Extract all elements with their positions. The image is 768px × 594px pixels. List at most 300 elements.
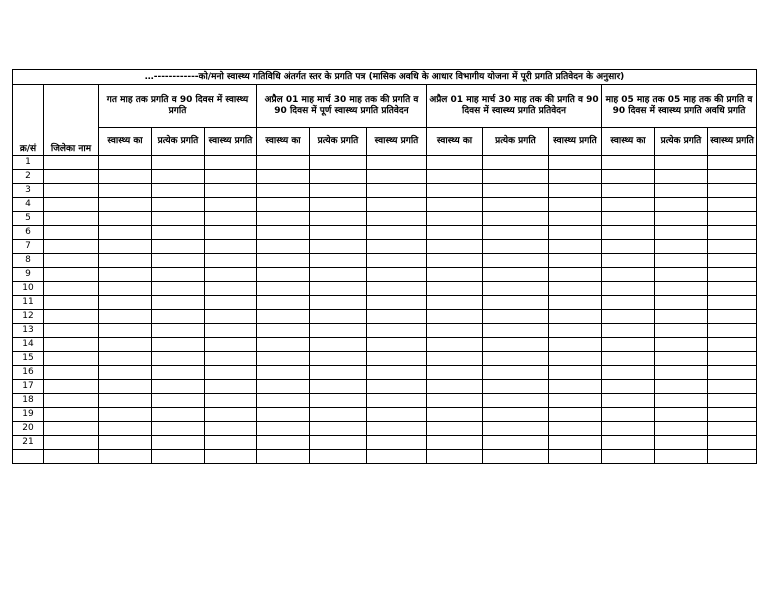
data-cell: [549, 254, 602, 268]
data-cell: [549, 380, 602, 394]
data-cell: [310, 324, 367, 338]
data-cell: [310, 254, 367, 268]
row-number: 1: [13, 156, 44, 170]
data-cell: [99, 338, 152, 352]
data-cell: [655, 324, 708, 338]
row-number: 7: [13, 240, 44, 254]
data-cell: [152, 324, 205, 338]
row-number: 8: [13, 254, 44, 268]
data-cell: [549, 366, 602, 380]
data-cell: [310, 366, 367, 380]
data-cell: [152, 170, 205, 184]
data-cell: [257, 296, 310, 310]
data-cell: [99, 226, 152, 240]
data-cell: [483, 226, 549, 240]
data-cell: [257, 366, 310, 380]
data-cell: [205, 198, 257, 212]
data-cell: [708, 296, 757, 310]
data-cell: [257, 338, 310, 352]
data-cell: [483, 268, 549, 282]
data-cell: [549, 338, 602, 352]
data-cell: [44, 240, 99, 254]
table-row: [13, 184, 757, 198]
serial-number-header: क्र/सं: [13, 85, 44, 156]
data-cell: [367, 436, 427, 450]
data-cell: [549, 394, 602, 408]
data-cell: [99, 422, 152, 436]
data-cell: [257, 212, 310, 226]
table-row: [13, 338, 757, 352]
data-cell: [44, 268, 99, 282]
table-row: [13, 352, 757, 366]
data-cell: [310, 436, 367, 450]
data-cell: [205, 226, 257, 240]
data-cell: [152, 310, 205, 324]
data-cell: [44, 198, 99, 212]
data-cell: [708, 198, 757, 212]
data-cell: [367, 198, 427, 212]
row-number: 15: [13, 352, 44, 366]
table-row: [13, 240, 757, 254]
table-row: [13, 450, 757, 464]
data-cell: [427, 366, 483, 380]
data-cell: [99, 380, 152, 394]
data-cell: [549, 352, 602, 366]
data-cell: [44, 436, 99, 450]
row-number: 14: [13, 338, 44, 352]
data-cell: [367, 254, 427, 268]
data-cell: [44, 184, 99, 198]
data-cell: [549, 282, 602, 296]
data-cell: [99, 296, 152, 310]
data-cell: [708, 268, 757, 282]
data-cell: [602, 156, 655, 170]
data-cell: [99, 450, 152, 464]
data-cell: [205, 212, 257, 226]
data-cell: [602, 366, 655, 380]
table-row: [13, 324, 757, 338]
data-cell: [549, 198, 602, 212]
group-header-4: माह 05 माह तक 05 माह तक की प्रगति व 90 दिवस में स्वास्थ्य प्रगति अवधि प्रगति: [602, 85, 757, 128]
sheet-title: …------------को/मनो स्वास्थ्य गतिविधि अंतर्गत स्तर के प्रगति पत्र (मासिक अवधि के आधार विभागीय योजना में पूरी प्रगति प्रतिवेदन के अनुसार): [13, 70, 757, 85]
data-cell: [549, 450, 602, 464]
data-cell: [205, 156, 257, 170]
data-cell: [205, 380, 257, 394]
row-number: 18: [13, 394, 44, 408]
data-cell: [152, 422, 205, 436]
data-cell: [655, 226, 708, 240]
data-cell: [257, 268, 310, 282]
data-cell: [367, 394, 427, 408]
table-row: [13, 282, 757, 296]
data-cell: [310, 450, 367, 464]
data-cell: [257, 352, 310, 366]
data-cell: [708, 380, 757, 394]
data-cell: [152, 184, 205, 198]
data-cell: [483, 338, 549, 352]
data-cell: [44, 170, 99, 184]
data-cell: [427, 380, 483, 394]
data-cell: [367, 296, 427, 310]
data-cell: [99, 324, 152, 338]
data-cell: [99, 240, 152, 254]
data-cell: [257, 282, 310, 296]
data-cell: [152, 394, 205, 408]
data-cell: [602, 296, 655, 310]
data-cell: [367, 338, 427, 352]
data-cell: [205, 352, 257, 366]
data-cell: [257, 310, 310, 324]
data-cell: [602, 212, 655, 226]
data-cell: [549, 422, 602, 436]
table-row: [13, 226, 757, 240]
data-cell: [99, 408, 152, 422]
data-cell: [367, 184, 427, 198]
data-cell: [310, 282, 367, 296]
data-cell: [483, 282, 549, 296]
data-cell: [427, 310, 483, 324]
data-cell: [367, 310, 427, 324]
data-cell: [99, 436, 152, 450]
data-cell: [152, 254, 205, 268]
data-cell: [483, 184, 549, 198]
sub-header: स्वास्थ्य प्रगति: [205, 128, 257, 156]
data-cell: [367, 282, 427, 296]
data-cell: [367, 352, 427, 366]
data-cell: [549, 156, 602, 170]
data-cell: [367, 422, 427, 436]
data-cell: [483, 198, 549, 212]
data-cell: [310, 170, 367, 184]
data-cell: [310, 422, 367, 436]
data-cell: [152, 226, 205, 240]
data-cell: [257, 408, 310, 422]
data-cell: [655, 282, 708, 296]
data-cell: [483, 380, 549, 394]
data-cell: [152, 198, 205, 212]
data-cell: [44, 380, 99, 394]
data-cell: [310, 338, 367, 352]
data-cell: [427, 268, 483, 282]
data-cell: [602, 324, 655, 338]
data-cell: [205, 282, 257, 296]
data-cell: [427, 352, 483, 366]
data-cell: [483, 422, 549, 436]
data-cell: [483, 450, 549, 464]
data-cell: [44, 450, 99, 464]
table-row: [13, 212, 757, 226]
data-cell: [427, 198, 483, 212]
data-cell: [549, 268, 602, 282]
data-cell: [655, 198, 708, 212]
data-cell: [602, 268, 655, 282]
row-number: 6: [13, 226, 44, 240]
data-cell: [427, 422, 483, 436]
table-row: [13, 380, 757, 394]
data-cell: [44, 394, 99, 408]
data-cell: [655, 170, 708, 184]
data-cell: [655, 212, 708, 226]
data-cell: [708, 184, 757, 198]
data-cell: [367, 380, 427, 394]
data-cell: [602, 310, 655, 324]
table-row: [13, 394, 757, 408]
data-cell: [205, 310, 257, 324]
data-cell: [44, 338, 99, 352]
data-cell: [257, 226, 310, 240]
data-cell: [708, 352, 757, 366]
data-cell: [602, 352, 655, 366]
data-cell: [205, 184, 257, 198]
row-number: 9: [13, 268, 44, 282]
data-cell: [602, 422, 655, 436]
data-cell: [44, 352, 99, 366]
data-cell: [367, 268, 427, 282]
data-cell: [655, 268, 708, 282]
data-cell: [655, 366, 708, 380]
data-cell: [257, 156, 310, 170]
data-cell: [708, 436, 757, 450]
data-cell: [152, 296, 205, 310]
data-cell: [205, 450, 257, 464]
table-row: [13, 170, 757, 184]
row-number: 10: [13, 282, 44, 296]
data-cell: [257, 324, 310, 338]
data-cell: [655, 184, 708, 198]
data-cell: [427, 408, 483, 422]
data-cell: [205, 324, 257, 338]
table-row: [13, 254, 757, 268]
row-number: 3: [13, 184, 44, 198]
data-cell: [708, 170, 757, 184]
data-cell: [205, 240, 257, 254]
data-cell: [549, 226, 602, 240]
data-cell: [427, 170, 483, 184]
data-cell: [655, 240, 708, 254]
sub-header: स्वास्थ्य का: [427, 128, 483, 156]
data-cell: [257, 436, 310, 450]
data-cell: [602, 338, 655, 352]
data-cell: [367, 450, 427, 464]
data-cell: [655, 352, 708, 366]
data-cell: [708, 156, 757, 170]
data-cell: [152, 268, 205, 282]
row-number: 21: [13, 436, 44, 450]
group-header-2: अप्रैल 01 माह मार्च 30 माह तक की प्रगति व 90 दिवस में पूर्ण स्वास्थ्य प्रगति प्रतिवेदन: [257, 85, 427, 128]
data-cell: [367, 226, 427, 240]
data-cell: [602, 394, 655, 408]
data-cell: [483, 352, 549, 366]
sub-header: स्वास्थ्य का: [99, 128, 152, 156]
data-cell: [205, 170, 257, 184]
data-cell: [427, 394, 483, 408]
data-cell: [602, 254, 655, 268]
data-cell: [205, 436, 257, 450]
data-cell: [257, 184, 310, 198]
data-cell: [152, 450, 205, 464]
data-cell: [483, 240, 549, 254]
data-cell: [602, 380, 655, 394]
row-number: 4: [13, 198, 44, 212]
data-cell: [708, 282, 757, 296]
data-cell: [602, 226, 655, 240]
data-cell: [602, 282, 655, 296]
data-cell: [483, 156, 549, 170]
data-cell: [367, 408, 427, 422]
data-cell: [549, 436, 602, 450]
data-cell: [44, 296, 99, 310]
data-cell: [205, 408, 257, 422]
row-number: 5: [13, 212, 44, 226]
data-cell: [655, 310, 708, 324]
data-cell: [99, 254, 152, 268]
progress-report-table: [12, 69, 757, 464]
data-cell: [44, 324, 99, 338]
data-cell: [310, 408, 367, 422]
data-cell: [205, 296, 257, 310]
sub-header: प्रत्येक प्रगति: [310, 128, 367, 156]
table-row: [13, 422, 757, 436]
data-cell: [655, 450, 708, 464]
data-cell: [708, 408, 757, 422]
data-cell: [44, 156, 99, 170]
data-cell: [549, 170, 602, 184]
data-cell: [44, 366, 99, 380]
sub-header: स्वास्थ्य का: [602, 128, 655, 156]
data-cell: [602, 240, 655, 254]
row-number: 11: [13, 296, 44, 310]
data-cell: [152, 338, 205, 352]
data-cell: [99, 212, 152, 226]
group-header-3: अप्रैल 01 माह मार्च 30 माह तक की प्रगति व 90 दिवस में स्वास्थ्य प्रगति प्रतिवेदन: [427, 85, 602, 128]
table-row: [13, 198, 757, 212]
data-cell: [483, 310, 549, 324]
sub-header: प्रत्येक प्रगति: [483, 128, 549, 156]
table-row: [13, 436, 757, 450]
data-cell: [99, 184, 152, 198]
data-cell: [549, 184, 602, 198]
data-cell: [708, 254, 757, 268]
data-cell: [44, 408, 99, 422]
data-cell: [427, 226, 483, 240]
sub-header: स्वास्थ्य का: [257, 128, 310, 156]
data-cell: [427, 156, 483, 170]
data-cell: [152, 380, 205, 394]
data-cell: [655, 408, 708, 422]
data-cell: [205, 422, 257, 436]
data-cell: [99, 282, 152, 296]
data-cell: [310, 310, 367, 324]
data-cell: [549, 408, 602, 422]
data-cell: [310, 268, 367, 282]
data-cell: [44, 226, 99, 240]
data-cell: [602, 436, 655, 450]
data-cell: [257, 170, 310, 184]
data-cell: [708, 324, 757, 338]
data-cell: [205, 268, 257, 282]
data-cell: [655, 296, 708, 310]
data-cell: [257, 422, 310, 436]
data-cell: [483, 324, 549, 338]
data-cell: [655, 254, 708, 268]
data-cell: [483, 394, 549, 408]
data-cell: [99, 394, 152, 408]
sub-header: स्वास्थ्य प्रगति: [367, 128, 427, 156]
data-cell: [549, 324, 602, 338]
data-cell: [257, 240, 310, 254]
data-cell: [310, 296, 367, 310]
data-cell: [99, 156, 152, 170]
data-cell: [44, 310, 99, 324]
group-header-1: गत माह तक प्रगति व 90 दिवस में स्वास्थ्य प्रगति: [99, 85, 257, 128]
table-row: [13, 310, 757, 324]
data-cell: [602, 198, 655, 212]
data-cell: [708, 226, 757, 240]
table-row: [13, 366, 757, 380]
data-cell: [708, 394, 757, 408]
data-cell: [310, 352, 367, 366]
data-cell: [483, 212, 549, 226]
data-cell: [483, 436, 549, 450]
row-number: 17: [13, 380, 44, 394]
data-cell: [205, 366, 257, 380]
data-cell: [44, 282, 99, 296]
data-cell: [152, 282, 205, 296]
sub-header: प्रत्येक प्रगति: [152, 128, 205, 156]
data-cell: [310, 184, 367, 198]
sub-header: स्वास्थ्य प्रगति: [549, 128, 602, 156]
data-cell: [257, 198, 310, 212]
data-cell: [602, 408, 655, 422]
data-cell: [152, 212, 205, 226]
data-cell: [655, 422, 708, 436]
data-cell: [427, 184, 483, 198]
data-cell: [257, 380, 310, 394]
data-cell: [205, 338, 257, 352]
data-cell: [310, 156, 367, 170]
data-cell: [99, 310, 152, 324]
data-cell: [549, 240, 602, 254]
data-cell: [44, 422, 99, 436]
data-cell: [152, 240, 205, 254]
row-number: 2: [13, 170, 44, 184]
data-cell: [310, 240, 367, 254]
data-cell: [602, 450, 655, 464]
table-row: [13, 156, 757, 170]
data-cell: [257, 254, 310, 268]
data-cell: [367, 156, 427, 170]
data-cell: [152, 352, 205, 366]
data-cell: [483, 170, 549, 184]
data-cell: [257, 394, 310, 408]
data-cell: [427, 240, 483, 254]
data-cell: [708, 366, 757, 380]
data-cell: [655, 380, 708, 394]
data-cell: [44, 254, 99, 268]
data-cell: [708, 338, 757, 352]
row-number: [13, 450, 44, 464]
table-row: [13, 296, 757, 310]
row-number: 13: [13, 324, 44, 338]
data-cell: [44, 212, 99, 226]
data-cell: [205, 254, 257, 268]
data-cell: [427, 324, 483, 338]
data-cell: [708, 310, 757, 324]
data-cell: [427, 282, 483, 296]
data-cell: [655, 338, 708, 352]
data-cell: [152, 156, 205, 170]
data-cell: [152, 408, 205, 422]
